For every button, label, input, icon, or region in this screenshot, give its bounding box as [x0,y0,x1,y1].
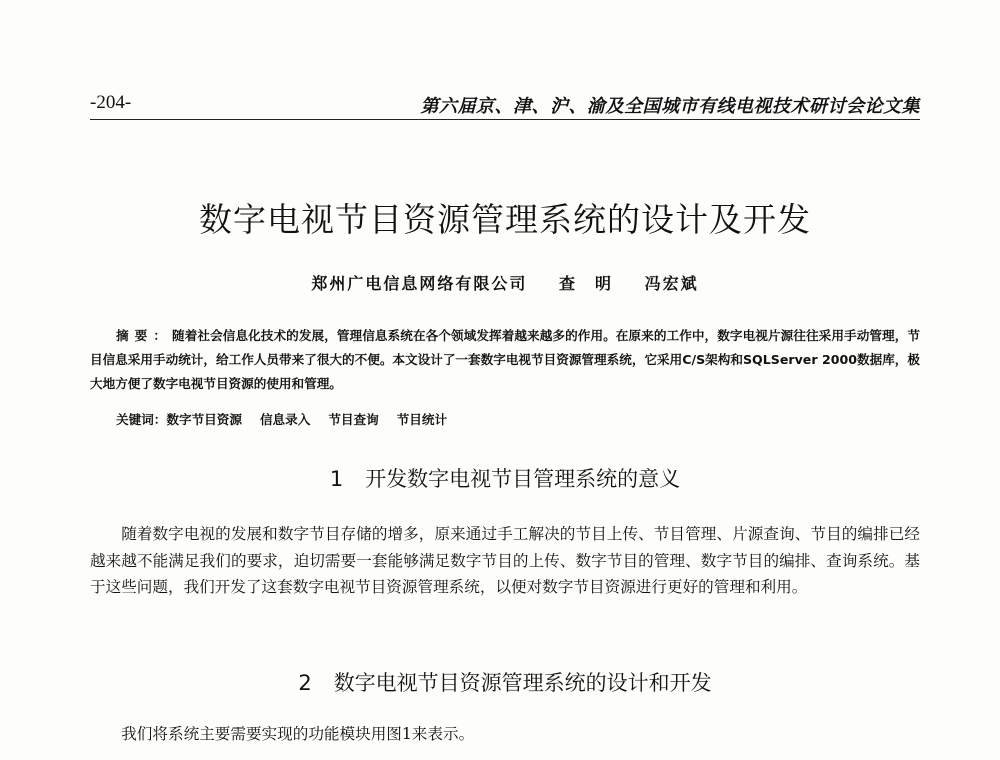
section-title: 数字电视节目资源管理系统的设计和开发 [333,671,712,695]
section-heading [90,463,920,493]
abstract-text: 随着社会信息化技术的发展，管理信息系统在各个领域发挥着越来越多的作用。在原来的工作中，数字电视片源往往采用手动管理，节目信息采用手动统计，给工作人员带来了很大的不便。本文设计了一套数字电视节目资源管理系统，它采用C/S架构和SQLServer 2000数据库，极大地方便了数字电视节目资源的使用和管理。 [90,328,921,391]
keyword: 信息录入 [259,412,311,427]
keyword: 节目统计 [396,412,448,427]
section-number: 1 [329,467,344,491]
abstract-label: 摘要： [116,328,173,343]
section-heading [90,667,920,697]
section-title: 开发数字电视节目管理系统的意义 [365,467,681,491]
section-body [90,521,920,601]
authors-line [90,271,920,294]
paragraph: 我们将系统主要需要实现的功能模块用图1来表示。 [121,725,475,743]
abstract [90,324,920,396]
header-rule [90,119,920,120]
paper-title: 数字电视节目资源管理系统的设计及开发 [199,200,811,239]
section-body [90,721,920,748]
proceedings-title: 第六届京、津、沪、渝及全国城市有线电视技术研讨会论文集 [420,96,920,117]
keywords-label: 关键词： [116,412,167,427]
keywords [116,409,465,428]
author-name: 冯宏斌 [644,274,699,293]
keyword: 节目查询 [328,412,379,427]
running-header [90,90,920,118]
paragraph: 随着数字电视的发展和数字节目存储的增多，原来通过手工解决的节目上传、节目管理、片源查询、节目的编排已经越来越不能满足我们的要求，迫切需要一套能够满足数字节目的上传、数字节目的管理、数字节目的编排、查询系统。基于这些问题，我们开发了这套数字电视节目资源管理系统，以便对数字节目资源进行更好的管理和利用。 [90,525,920,596]
author-affiliation: 郑州广电信息网络有限公司 [311,274,528,293]
section-number: 2 [298,671,312,695]
page-number: -204- [90,92,132,113]
author-name: 查明 [558,274,631,293]
keyword: 数字节目资源 [166,412,242,427]
